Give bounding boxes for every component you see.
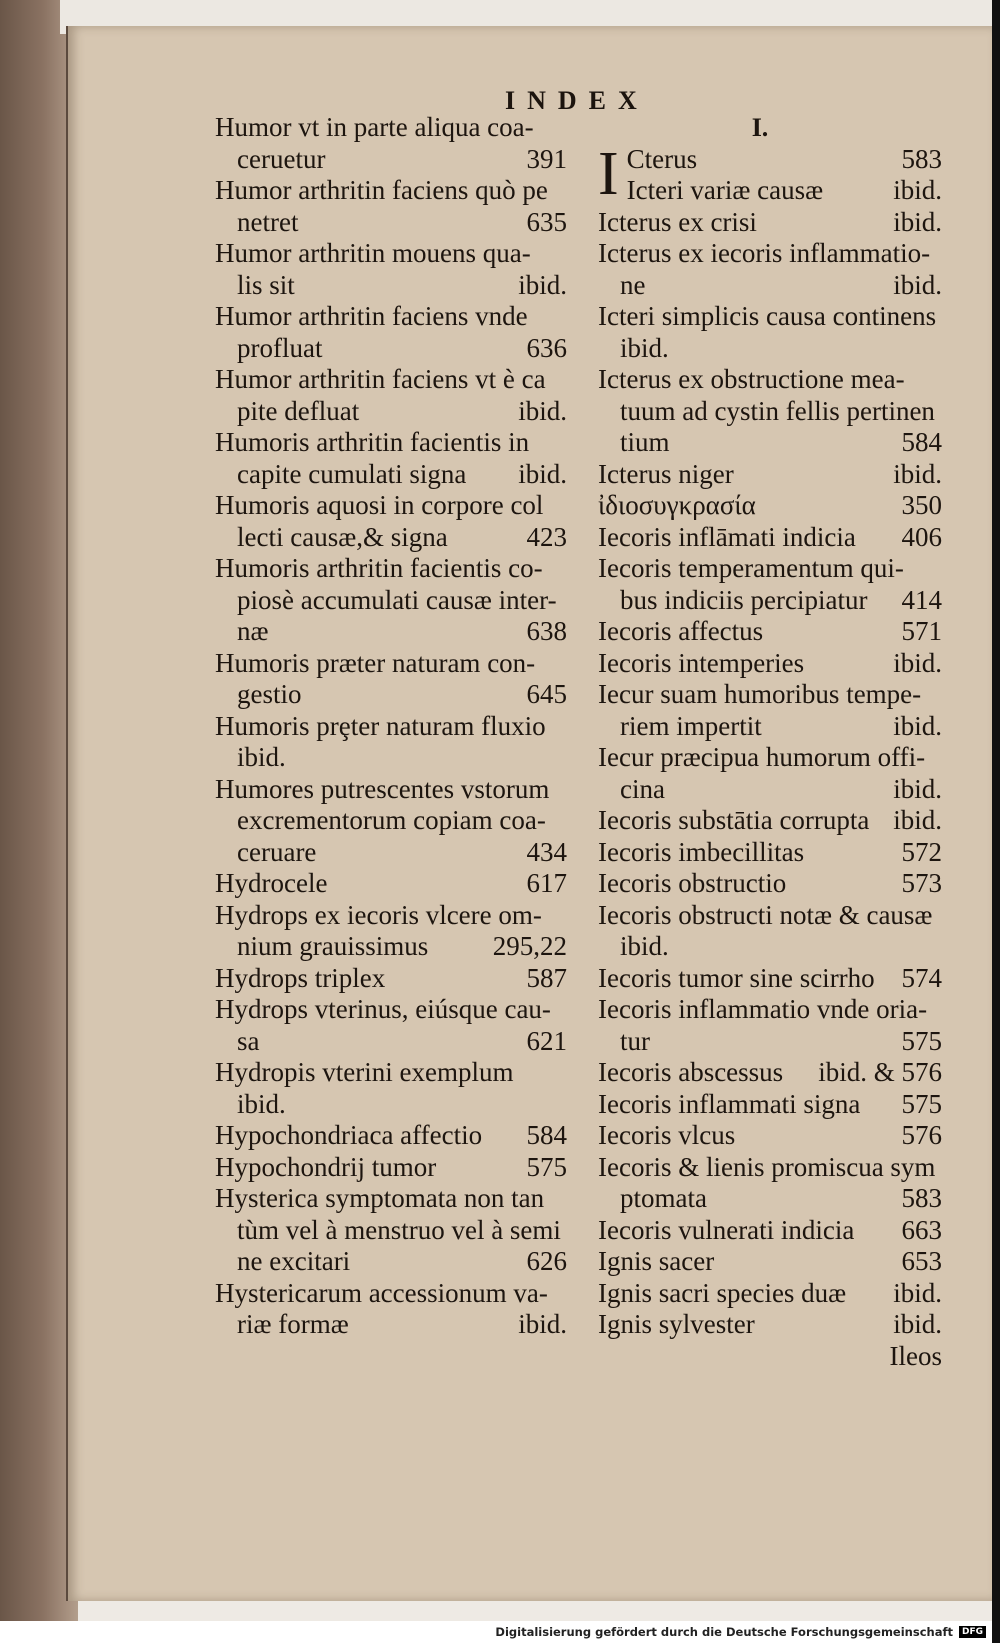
page-reference: 575 xyxy=(901,1088,942,1119)
entry-line xyxy=(215,1278,567,1310)
entry-line xyxy=(215,1089,567,1121)
index-entry xyxy=(215,994,567,1057)
entry-text: nium grauissimus xyxy=(237,931,429,961)
entry-text: Ignis sacer xyxy=(598,1246,715,1276)
entry-line xyxy=(215,837,567,869)
entry-line xyxy=(598,963,942,995)
page-reference: ibid. xyxy=(518,395,567,426)
entry-line: Icteri variæ causæ ibid. xyxy=(626,175,942,205)
page-reference: 584 xyxy=(526,1120,567,1150)
entry-text: capite cumulati signa xyxy=(237,458,467,489)
entry-text: Humor arthritin faciens quò pe xyxy=(215,175,548,205)
index-entry xyxy=(215,490,567,553)
page-reference: 587 xyxy=(526,962,567,993)
entry-line xyxy=(215,364,567,396)
index-entry xyxy=(215,553,567,648)
entry-line xyxy=(215,679,567,711)
entry-line xyxy=(215,1215,567,1247)
page-reference: 636 xyxy=(526,332,567,363)
index-entry xyxy=(215,1057,567,1120)
entry-line xyxy=(598,427,942,459)
entry-line xyxy=(598,994,942,1026)
page-reference: ibid. xyxy=(893,206,942,237)
entry-text: bus indiciis percipiatur xyxy=(620,584,868,615)
entry-text: Iecoris inflāmati indicia xyxy=(598,521,856,552)
entry-line xyxy=(215,805,567,837)
entry-text: Hypochondriaca affectio xyxy=(215,1120,483,1150)
page-reference: 584 xyxy=(901,427,942,457)
entry-text: Iecoris vulnerati indicia xyxy=(598,1214,855,1245)
entry-text: ptomata xyxy=(620,1183,707,1213)
index-entry xyxy=(598,1120,942,1152)
entry-text: tur xyxy=(620,1025,650,1056)
entry-text: riæ formæ xyxy=(237,1309,349,1339)
entry-line xyxy=(598,207,942,239)
entry-line xyxy=(215,931,567,963)
page-reference: 423 xyxy=(526,521,567,552)
page-reference: 617 xyxy=(526,868,567,898)
index-entry xyxy=(598,1278,942,1310)
page-reference: 574 xyxy=(901,962,942,993)
entry-text: Iecoris obstructio xyxy=(598,868,787,898)
index-entry xyxy=(598,742,942,805)
entry-text: excrementorum copiam coa- xyxy=(237,805,546,835)
entry-text: Iecur suam humoribus tempe- xyxy=(598,679,922,709)
entry-text: næ xyxy=(237,616,269,646)
index-entry xyxy=(215,1278,567,1341)
index-entry xyxy=(598,616,942,648)
entry-text: Iecoris vlcus xyxy=(598,1120,736,1150)
entry-line xyxy=(598,805,942,837)
entry-line xyxy=(215,585,567,617)
page-reference: 573 xyxy=(901,868,942,898)
entry-line xyxy=(598,1246,942,1278)
index-entry xyxy=(215,711,567,774)
entry-text: Icterus ex iecoris inflammatio- xyxy=(598,238,931,268)
entry-line xyxy=(215,1246,567,1278)
page-reference: ibid. xyxy=(893,773,942,804)
index-entry xyxy=(598,994,942,1057)
entry-text: Iecoris inflammati signa xyxy=(598,1088,861,1119)
page-reference: ibid. xyxy=(518,458,567,489)
entry-line xyxy=(215,1057,567,1089)
entry-line xyxy=(598,931,942,963)
entry-line xyxy=(215,1152,567,1184)
entry-line xyxy=(215,1026,567,1058)
page-reference: ibid. xyxy=(518,1309,567,1339)
entry-line xyxy=(215,1183,567,1215)
page-reference: ibid. & 576 xyxy=(818,1057,942,1087)
entry-text: ceruetur xyxy=(237,143,326,174)
entry-line xyxy=(598,742,942,774)
entry-line xyxy=(215,270,567,302)
footer-text: Digitalisierung gefördert durch die Deutsche Forschungsgemeinschaft xyxy=(495,1625,953,1639)
index-entry xyxy=(598,207,942,239)
entry-line xyxy=(598,396,942,428)
entry-text: Iecur præcipua humorum offi- xyxy=(598,742,926,772)
entry-line xyxy=(215,427,567,459)
entry-line xyxy=(598,364,942,396)
entry-line xyxy=(598,1057,942,1089)
index-column-left xyxy=(215,112,567,1341)
entry-line xyxy=(215,301,567,333)
page-reference: ibid. xyxy=(893,1277,942,1308)
entry-line xyxy=(598,711,942,743)
entry-line xyxy=(598,837,942,869)
entry-text: Iecoris & lienis promiscua sym xyxy=(598,1151,936,1182)
entry-text: ibid. xyxy=(237,1088,286,1119)
entry-line xyxy=(215,144,567,176)
entry-line xyxy=(598,1152,942,1184)
index-entry xyxy=(215,1152,567,1184)
drop-cap: I xyxy=(598,139,619,208)
index-entry xyxy=(598,553,942,616)
page-reference: ibid. xyxy=(893,647,942,678)
index-entry xyxy=(598,648,942,680)
entry-line xyxy=(598,585,942,617)
page-reference: ibid. xyxy=(893,458,942,489)
entry-line xyxy=(598,490,942,522)
entry-text: ne xyxy=(620,269,646,300)
index-entry xyxy=(598,301,942,364)
entry-text: Humoris prȩter naturam fluxio xyxy=(215,710,546,741)
entry-text: Humoris arthritin facientis co- xyxy=(215,553,543,583)
index-entry xyxy=(215,301,567,364)
entry-line xyxy=(598,522,942,554)
page-reference: 626 xyxy=(526,1246,567,1276)
index-entry xyxy=(215,112,567,175)
entry-text: Hystericarum accessionum va- xyxy=(215,1277,548,1308)
entry-text: Iecoris temperamentum qui- xyxy=(598,553,904,583)
entry-line xyxy=(598,900,942,932)
page-reference: 653 xyxy=(901,1246,942,1276)
page-reference: ibid. xyxy=(518,269,567,300)
entry-line xyxy=(598,1309,942,1341)
entry-text: Icterus ex obstructione mea- xyxy=(598,364,905,394)
entry-line xyxy=(598,1026,942,1058)
entry-text: Hydrops ex iecoris vlcere om- xyxy=(215,899,542,930)
index-entry xyxy=(215,774,567,869)
index-entry xyxy=(598,963,942,995)
entry-text: ibid. xyxy=(620,931,669,961)
entry-line xyxy=(598,868,942,900)
entry-line xyxy=(215,112,567,144)
page-reference: 295,22 xyxy=(492,931,567,961)
entry-text: Icterus niger xyxy=(598,458,734,489)
index-entry xyxy=(598,805,942,837)
entry-text: tium xyxy=(620,427,670,457)
entry-line xyxy=(215,175,567,207)
entry-text: Humores putrescentes vstorum xyxy=(215,773,550,804)
page-reference: 635 xyxy=(526,206,567,237)
page-reference: ibid. xyxy=(893,805,942,835)
entry-text: profluat xyxy=(237,332,323,363)
entry-text: Ignis sylvester xyxy=(598,1309,755,1339)
index-entry xyxy=(598,459,942,491)
index-entry xyxy=(598,1246,942,1278)
entry-text: Hysterica symptomata non tan xyxy=(215,1183,545,1213)
entry-line xyxy=(215,1120,567,1152)
entry-line xyxy=(598,648,942,680)
entry-line xyxy=(598,616,942,648)
entry-text: Icterus ex crisi xyxy=(598,206,757,237)
entry-text: tuum ad cystin fellis pertinen xyxy=(620,395,935,426)
index-entry xyxy=(215,427,567,490)
index-entry xyxy=(215,1120,567,1152)
entry-text: ceruare xyxy=(237,836,317,867)
entry-text: ne excitari xyxy=(237,1246,351,1276)
page-reference: ibid. xyxy=(893,1309,942,1339)
entry-text: Humor arthritin faciens vt è ca xyxy=(215,364,546,394)
entry-text: Humoris aquosi in corpore col xyxy=(215,490,544,520)
index-entry xyxy=(215,868,567,900)
entry-line xyxy=(598,1215,942,1247)
entry-text: tùm vel à menstruo vel à semi xyxy=(237,1214,561,1245)
entry-text: cina xyxy=(620,773,665,804)
entry-text: riem impertit xyxy=(620,710,762,741)
entry-line xyxy=(215,900,567,932)
footer-bar xyxy=(0,1621,992,1643)
page-reference: ibid. xyxy=(893,710,942,741)
entry-text: ibid. xyxy=(237,742,286,772)
index-entry xyxy=(598,900,942,963)
entry-text: Humoris præter naturam con- xyxy=(215,647,536,678)
index-entry xyxy=(598,1309,942,1341)
page-reference: 638 xyxy=(526,616,567,646)
entry-line xyxy=(215,994,567,1026)
entry-line xyxy=(598,679,942,711)
entry-text: Hydrops triplex xyxy=(215,962,386,993)
entry-text: Humor arthritin mouens qua- xyxy=(215,238,531,268)
entry-line xyxy=(215,774,567,806)
entry-text: ibid. xyxy=(620,332,669,363)
index-entry xyxy=(598,1152,942,1215)
entry-text: Ignis sacri species duæ xyxy=(598,1277,847,1308)
entry-text: Iecoris substātia corrupta xyxy=(598,805,870,835)
entry-line xyxy=(215,333,567,365)
index-entry xyxy=(598,1089,942,1121)
entry-line xyxy=(598,459,942,491)
dfg-logo: DFG xyxy=(959,1626,986,1638)
index-entry xyxy=(598,490,942,522)
entry-text: Iecoris affectus xyxy=(598,616,764,646)
entry-line xyxy=(215,238,567,270)
entry-line xyxy=(598,1183,942,1215)
entry-line xyxy=(215,207,567,239)
entry-text: lecti causæ,& signa xyxy=(237,521,448,552)
entry-line xyxy=(598,238,942,270)
entry-text: Hydrocele xyxy=(215,868,328,898)
page-reference: 583 xyxy=(901,1183,942,1213)
entry-text: sa xyxy=(237,1025,260,1056)
entry-line xyxy=(598,1089,942,1121)
entry-text: Iecoris abscessus xyxy=(598,1057,784,1087)
entry-text: Hydropis vterini exemplum xyxy=(215,1057,514,1087)
page-reference: 621 xyxy=(526,1025,567,1056)
entry-text: gestio xyxy=(237,679,302,709)
entry-line xyxy=(215,1309,567,1341)
page-reference: 575 xyxy=(901,1025,942,1056)
entry-text: Humor arthritin faciens vnde xyxy=(215,301,528,331)
entry-line xyxy=(598,774,942,806)
page-reference: 571 xyxy=(901,616,942,646)
index-entry xyxy=(215,900,567,963)
index-column-right xyxy=(598,112,942,1372)
index-entry xyxy=(215,238,567,301)
entry-line xyxy=(215,648,567,680)
page-reference: 406 xyxy=(901,521,942,552)
entry-line xyxy=(598,1278,942,1310)
entry-text: Iecoris inflammatio vnde oria- xyxy=(598,994,928,1024)
index-entry xyxy=(215,1183,567,1278)
page-reference: 575 xyxy=(526,1151,567,1182)
entry-text: netret xyxy=(237,206,299,237)
entry-line xyxy=(598,333,942,365)
entry-text: Humor vt in parte aliqua coa- xyxy=(215,112,534,142)
entry-text: Iecoris intemperies xyxy=(598,647,805,678)
page-reference: 350 xyxy=(901,490,942,520)
index-entry xyxy=(598,679,942,742)
entry-line: Cterus 583 xyxy=(626,143,942,174)
catchword: Ileos xyxy=(889,1340,942,1371)
page-reference: 645 xyxy=(526,679,567,709)
index-entry xyxy=(598,868,942,900)
page-reference: 576 xyxy=(901,1120,942,1150)
index-entry xyxy=(215,963,567,995)
index-entry xyxy=(598,238,942,301)
index-entries xyxy=(598,207,942,1341)
entry-text: Hydrops vterinus, eiúsque cau- xyxy=(215,994,551,1024)
entry-text: Humoris arthritin facientis in xyxy=(215,427,530,457)
entry-text: pite defluat xyxy=(237,395,360,426)
index-entry xyxy=(215,648,567,711)
entry-line xyxy=(598,1120,942,1152)
entry-line xyxy=(215,963,567,995)
entry-text: Hypochondrij tumor xyxy=(215,1151,437,1182)
page-reference: 572 xyxy=(901,836,942,867)
entry-text: Iecoris imbecillitas xyxy=(598,836,805,867)
entry-line xyxy=(598,270,942,302)
index-entry xyxy=(215,175,567,238)
entry-text: piosè accumulati causæ inter- xyxy=(237,584,557,615)
first-entry xyxy=(598,139,942,208)
entry-text: lis sit xyxy=(237,269,295,300)
entry-line xyxy=(215,490,567,522)
index-entry xyxy=(598,364,942,459)
index-entry xyxy=(598,1215,942,1247)
page-reference: 434 xyxy=(526,836,567,867)
page-reference: 414 xyxy=(901,584,942,615)
entry-line xyxy=(215,742,567,774)
entry-line xyxy=(215,522,567,554)
entry-line xyxy=(215,459,567,491)
running-head: INDEX xyxy=(505,86,649,115)
entry-text: Icteri simplicis causa continens xyxy=(598,301,937,331)
index-entry xyxy=(598,837,942,869)
index-entry xyxy=(598,522,942,554)
entry-line xyxy=(215,711,567,743)
entry-line xyxy=(215,616,567,648)
index-entry xyxy=(598,1057,942,1089)
entry-text: Iecoris obstructi notæ & causæ xyxy=(598,899,933,930)
entry-line xyxy=(598,553,942,585)
entry-line xyxy=(215,396,567,428)
scan-edge xyxy=(992,0,1000,1643)
entry-text: ἰδιοσυγκρασία xyxy=(598,490,756,520)
page-reference: 391 xyxy=(526,143,567,174)
page-reference: 663 xyxy=(901,1214,942,1245)
entry-line xyxy=(215,553,567,585)
entry-line xyxy=(215,868,567,900)
letter-heading: I. xyxy=(751,113,769,142)
index-entry xyxy=(215,364,567,427)
page-reference: ibid. xyxy=(893,269,942,300)
entry-line xyxy=(598,301,942,333)
entry-text: Iecoris tumor sine scirrho xyxy=(598,962,875,993)
